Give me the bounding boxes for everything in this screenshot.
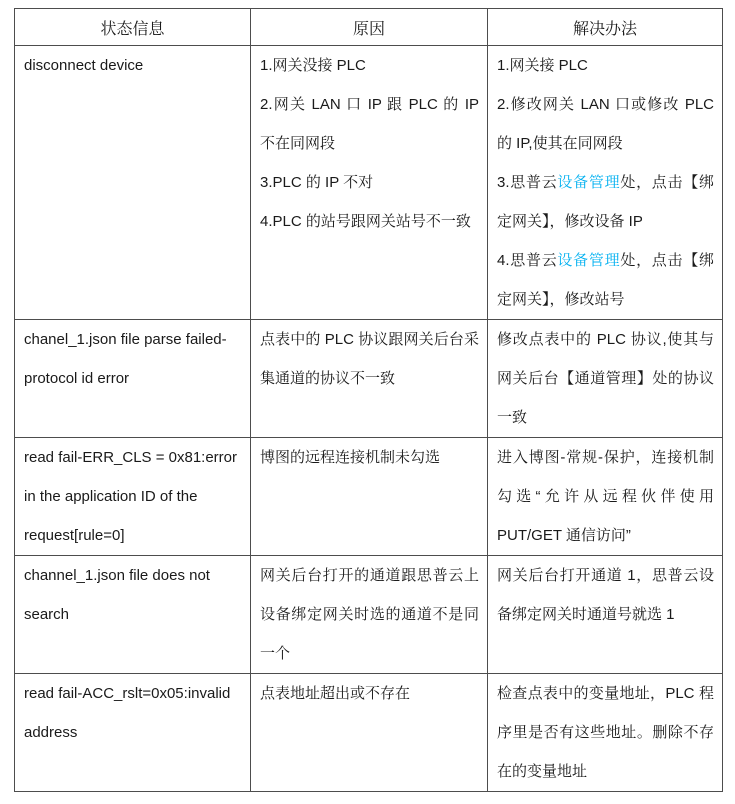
text-segment: 4.思普云 <box>497 252 558 269</box>
text-segment: read fail-ERR_CLS = 0x81:error in the application ID of the request[rule=0] <box>24 449 238 544</box>
table-body <box>15 46 723 792</box>
text-segment: 进入博图-常规-保护，连接机制勾选“允许从远程伙伴使用 PUT/GET 通信访问” <box>497 449 714 544</box>
table-row <box>15 556 723 674</box>
cell-paragraph <box>497 674 714 791</box>
cell-paragraph <box>24 674 242 752</box>
cell-paragraph <box>497 46 714 85</box>
table-cell-status <box>15 556 251 674</box>
table-cell-status <box>15 320 251 438</box>
cell-paragraph <box>260 46 479 85</box>
cell-paragraph <box>260 674 479 713</box>
cell-paragraph <box>260 556 479 673</box>
cell-paragraph <box>497 320 714 437</box>
text-segment: 网关后台打开通道 1，思普云设备绑定网关时通道号就选 1 <box>497 567 714 623</box>
cell-paragraph <box>24 556 242 634</box>
column-header-status: 状态信息 <box>15 9 251 46</box>
text-segment: chanel_1.json file parse failed-protocol id error <box>24 331 227 387</box>
cell-paragraph <box>260 202 479 241</box>
text-segment: read fail-ACC_rslt=0x05:invalid address <box>24 685 231 741</box>
text-segment: 处，点击【绑定网关】，修改站号 <box>497 252 714 308</box>
table-cell-cause <box>251 438 488 556</box>
table-cell-status <box>15 46 251 320</box>
text-segment: 1.网关没接 PLC <box>260 57 366 74</box>
table-cell-cause <box>251 556 488 674</box>
table-cell-status <box>15 438 251 556</box>
text-segment: channel_1.json file does not search <box>24 567 210 623</box>
cell-paragraph <box>260 438 479 477</box>
table-cell-status <box>15 674 251 792</box>
table-cell-cause <box>251 674 488 792</box>
cell-paragraph <box>24 46 242 85</box>
text-segment: 2.修改网关 LAN 口或修改 PLC 的 IP,使其在同网段 <box>497 96 714 152</box>
table-row <box>15 320 723 438</box>
cell-paragraph <box>260 85 479 163</box>
cell-paragraph <box>497 85 714 163</box>
text-segment: 网关后台打开的通道跟思普云上设备绑定网关时选的通道不是同一个 <box>260 567 479 662</box>
cell-paragraph <box>260 163 479 202</box>
table-cell-solution <box>488 438 723 556</box>
cell-paragraph <box>24 438 242 555</box>
accent-term: 设备管理 <box>557 174 621 191</box>
text-segment: disconnect device <box>24 57 144 74</box>
cell-paragraph <box>497 163 714 241</box>
cell-paragraph <box>497 438 714 555</box>
text-segment: 3.思普云 <box>497 174 558 191</box>
cell-paragraph <box>497 556 714 634</box>
text-segment: 1.网关接 PLC <box>497 57 588 74</box>
text-segment: 点表中的 PLC 协议跟网关后台采集通道的协议不一致 <box>260 331 479 387</box>
table-row <box>15 674 723 792</box>
text-segment: 点表地址超出或不存在 <box>260 685 411 702</box>
table-row <box>15 46 723 320</box>
text-segment: 4.PLC 的站号跟网关站号不一致 <box>260 213 471 230</box>
table-cell-solution <box>488 674 723 792</box>
text-segment: 处，点击【绑定网关】，修改设备 IP <box>497 174 714 230</box>
table-row <box>15 438 723 556</box>
text-segment: 修改点表中的 PLC 协议,使其与网关后台【通道管理】处的协议一致 <box>497 331 714 426</box>
header-row <box>15 9 723 46</box>
text-segment: 2.网关 LAN 口 IP 跟 PLC 的 IP 不在同网段 <box>260 96 479 152</box>
accent-term: 设备管理 <box>557 252 621 269</box>
cell-paragraph <box>260 320 479 398</box>
text-segment: 3.PLC 的 IP 不对 <box>260 174 374 191</box>
table-cell-cause <box>251 46 488 320</box>
table-cell-cause <box>251 320 488 438</box>
text-segment: 博图的远程连接机制未勾选 <box>260 449 441 466</box>
column-header-cause: 原因 <box>251 9 488 46</box>
cell-paragraph <box>24 320 242 398</box>
column-header-solution: 解决办法 <box>488 9 723 46</box>
troubleshooting-table <box>14 8 723 792</box>
table-cell-solution <box>488 320 723 438</box>
table-cell-solution <box>488 556 723 674</box>
text-segment: 检查点表中的变量地址，PLC 程序里是否有这些地址。删除不存在的变量地址 <box>497 685 714 780</box>
cell-paragraph <box>497 241 714 319</box>
table-cell-solution <box>488 46 723 320</box>
